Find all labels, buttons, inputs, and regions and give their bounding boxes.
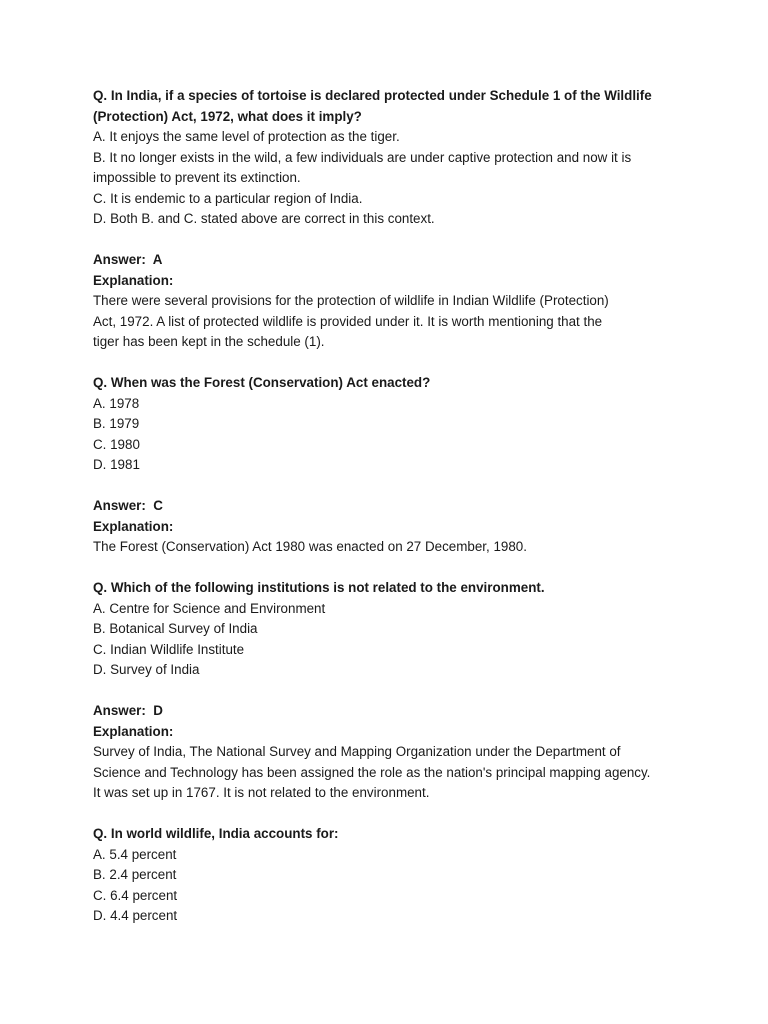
question-block	[93, 824, 693, 927]
question-text: Q. In India, if a species of tortoise is declared protected under Schedule 1 of the Wildlife	[93, 88, 652, 103]
question-text: Q. When was the Forest (Conservation) Act enacted?	[93, 375, 431, 390]
answer-block	[93, 496, 693, 558]
option-text: A. Centre for Science and Environment	[93, 600, 326, 616]
option-text: D. Survey of India	[93, 662, 200, 677]
option-text: A. 5.4 percent	[93, 846, 177, 862]
explanation-label: Explanation:	[93, 272, 174, 288]
option-text: C. It is endemic to a particular region of India.	[93, 190, 363, 206]
answer-block	[93, 250, 693, 353]
option-text: C. 6.4 percent	[93, 887, 178, 903]
answer-text: Answer: A	[93, 252, 163, 267]
question-text: (Protection) Act, 1972, what does it imply?	[93, 108, 362, 124]
option-text: D. 4.4 percent	[93, 908, 178, 923]
option-text: D. Both B. and C. stated above are correct in this context.	[93, 211, 435, 226]
question-block	[93, 86, 693, 230]
answer-block	[93, 701, 693, 804]
option-text: C. 1980	[93, 436, 140, 452]
option-text: B. Botanical Survey of India	[93, 621, 258, 636]
question-block	[93, 373, 693, 476]
option-text: B. 2.4 percent	[93, 867, 177, 882]
explanation-text: Science and Technology has been assigned the role as the nation's principal mapping agency.	[93, 764, 651, 780]
answer-text: Answer: C	[93, 498, 163, 513]
option-text: A. 1978	[93, 395, 140, 411]
option-text: impossible to prevent its extinction.	[93, 170, 301, 185]
explanation-text: Survey of India, The National Survey and Mapping Organization under the Department of	[93, 744, 621, 759]
question-block	[93, 578, 693, 681]
explanation-text: tiger has been kept in the schedule (1).	[93, 334, 325, 349]
option-text: B. 1979	[93, 416, 140, 431]
explanation-text: Act, 1972. A list of protected wildlife is provided under it. It is worth mentioning that the	[93, 313, 603, 329]
explanation-label: Explanation:	[93, 518, 174, 534]
option-text: D. 1981	[93, 457, 140, 472]
option-text: B. It no longer exists in the wild, a few individuals are under captive protection and now it is	[93, 149, 632, 165]
document-content	[93, 86, 693, 947]
explanation-text: There were several provisions for the protection of wildlife in Indian Wildlife (Protection)	[93, 293, 609, 308]
answer-text: Answer: D	[93, 703, 163, 718]
question-text: Q. In world wildlife, India accounts for:	[93, 826, 339, 841]
question-text: Q. Which of the following institutions is not related to the environment.	[93, 580, 545, 595]
option-text: C. Indian Wildlife Institute	[93, 641, 245, 657]
explanation-label: Explanation:	[93, 723, 174, 739]
option-text: A. It enjoys the same level of protection as the tiger.	[93, 129, 400, 144]
explanation-text: The Forest (Conservation) Act 1980 was enacted on 27 December, 1980.	[93, 539, 527, 554]
explanation-text: It was set up in 1767. It is not related to the environment.	[93, 785, 430, 800]
